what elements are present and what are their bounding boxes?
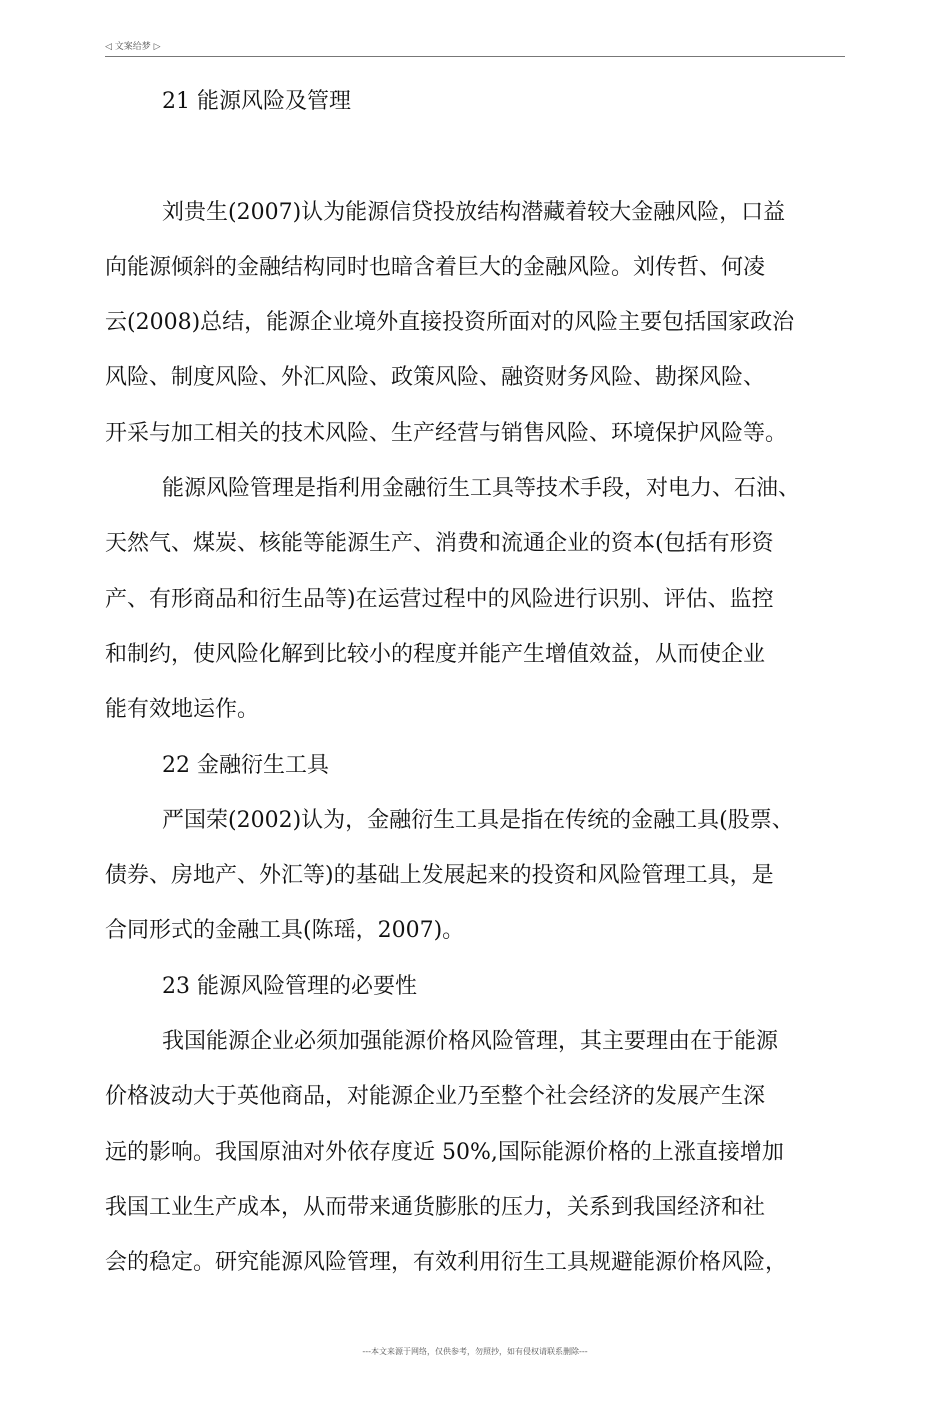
paragraph-line: 和制约，使风险化解到比较小的程度并能产生增值效益，从而使企业 xyxy=(105,641,766,667)
paragraph-line: 合同形式的金融工具(陈瑶，2007)。 xyxy=(105,918,465,944)
paragraph-line: 风险、制度风险、外汇风险、政策风险、融资财务风险、勘探风险、 xyxy=(105,365,766,391)
paragraph-line: 能有效地运作。 xyxy=(105,697,260,723)
paragraph-line: 向能源倾斜的金融结构同时也暗含着巨大的金融风险。刘传哲、何凌 xyxy=(105,254,766,280)
section-heading: 22 金融衍生工具 xyxy=(162,752,329,778)
page-footer: ---本文来源于网络，仅供参考，勿照抄，如有侵权请联系删除--- xyxy=(362,1347,588,1356)
paragraph-line: 天然气、煤炭、核能等能源生产、消费和流通企业的资本(包括有形资 xyxy=(105,531,774,557)
paragraph-line: 开采与加工相关的技术风险、生产经营与销售风险、环境保护风险等。 xyxy=(105,420,788,446)
paragraph-line: 云(2008)总结，能源企业境外直接投资所面对的风险主要包括国家政治 xyxy=(105,310,795,336)
paragraph-line: 远的影响。我国原油对外依存度近 50%,国际能源价格的上涨直接增加 xyxy=(105,1139,784,1165)
section-heading: 23 能源风险管理的必要性 xyxy=(162,973,417,999)
document-body xyxy=(105,74,850,1291)
header-text: ◁ 文案给梦 ▷ xyxy=(105,42,161,52)
paragraph-line: 严国荣(2002)认为，金融衍生工具是指在传统的金融工具(股票、 xyxy=(162,807,794,833)
paragraph-line: 我国工业生产成本，从而带来通货膨胀的压力，关系到我国经济和社 xyxy=(105,1194,766,1220)
paragraph-line: 债券、房地产、外汇等)的基础上发展起来的投资和风险管理工具，是 xyxy=(105,863,774,889)
section-heading: 21 能源风险及管理 xyxy=(162,89,351,114)
paragraph-line: 能源风险管理是指利用金融衍生工具等技术手段，对电力、石油、 xyxy=(162,476,801,502)
paragraph-line: 价格波动大于英他商品，对能源企业乃至整个社会经济的发展产生深 xyxy=(105,1084,766,1110)
page-header xyxy=(105,36,845,57)
paragraph-line: 会的稳定。研究能源风险管理，有效利用衍生工具规避能源价格风险， xyxy=(105,1250,788,1276)
paragraph-line: 刘贵生(2007)认为能源信贷投放结构潜藏着较大金融风险，口益 xyxy=(162,199,786,225)
paragraph-line: 产、有形商品和衍生品等)在运营过程中的风险进行识别、评估、监控 xyxy=(105,586,774,612)
blank-line xyxy=(105,129,850,184)
paragraph-line: 我国能源企业必须加强能源价格风险管理，其主要理由在于能源 xyxy=(162,1029,779,1055)
